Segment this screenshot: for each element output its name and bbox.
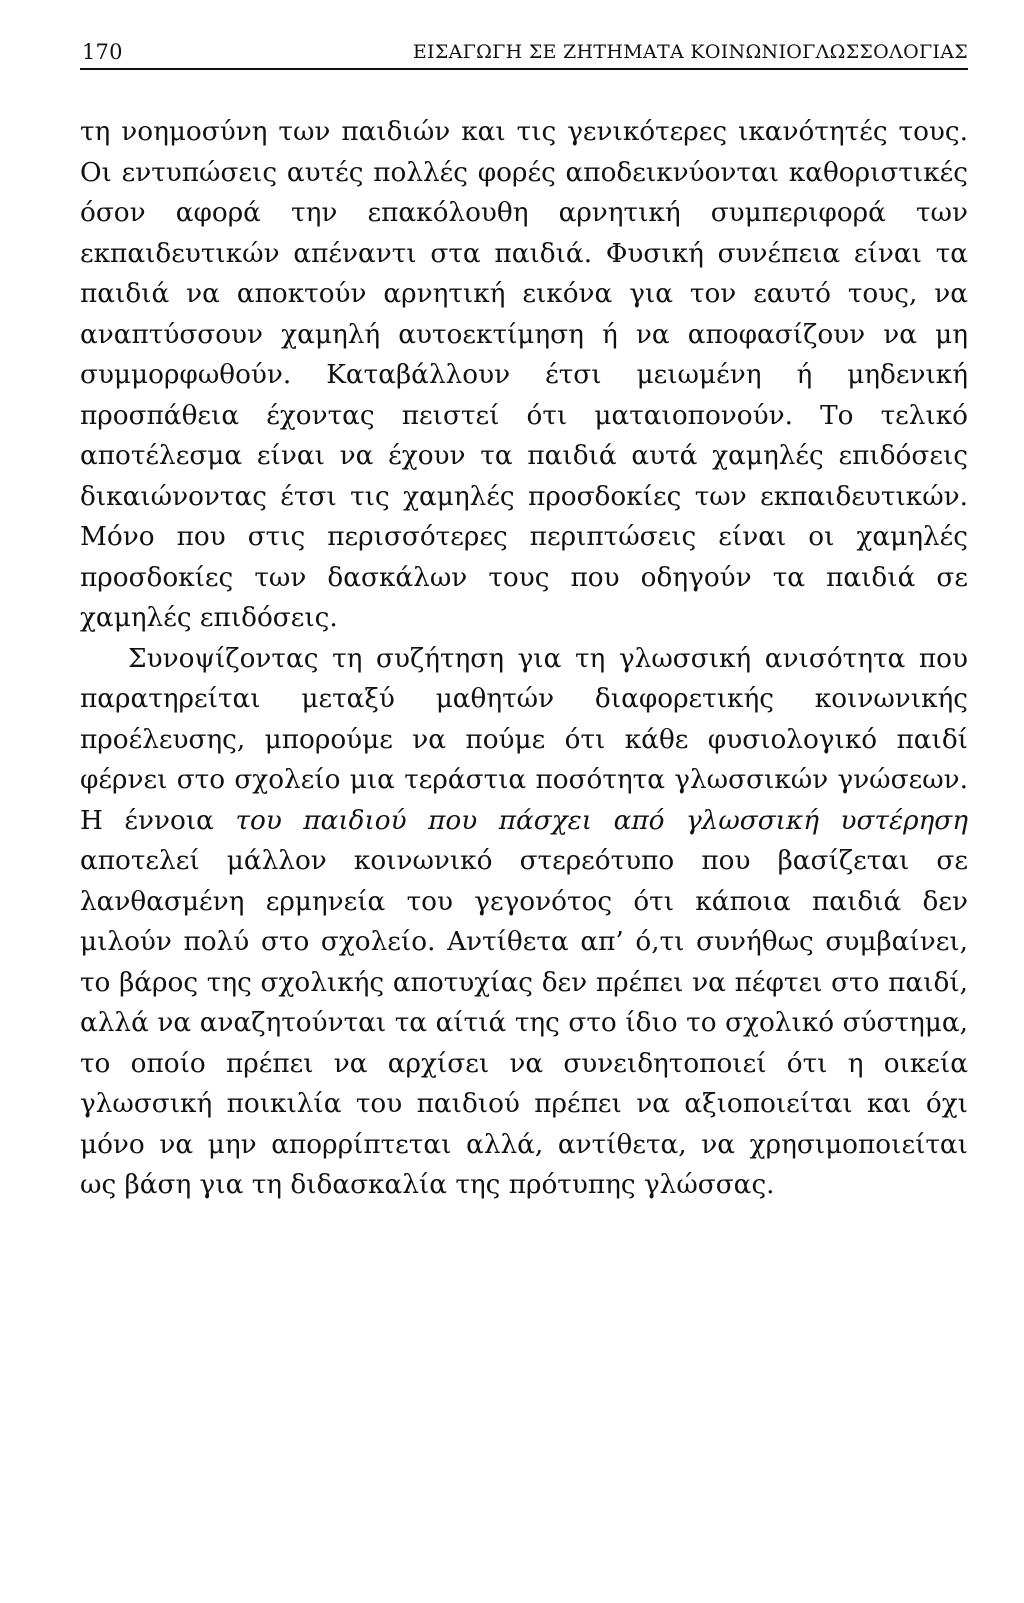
running-title: ΕΙΣΑΓΩΓΗ ΣΕ ΖΗΤΗΜΑΤΑ ΚΟΙΝΩΝΙΟΓΛΩΣΣΟΛΟΓΙΑΣ [412,41,968,63]
paragraph-2-text-end: αποτελεί μάλλον κοινωνικό στερεότυπο που βασίζεται σε λανθασμένη ερμηνεία του γεγονότος ότι κάποια παιδιά δεν μιλούν πολύ στο σχολείο. Αντίθετα απ’ ό,τι συνήθως συμβαίνει, το βάρος της σχολικής αποτυχίας δεν πρέπει να πέφτει στο παιδί, αλλά να αναζητούνται τα αίτιά της στο ίδιο το σχολικό σύστημα, το οποίο πρέπει να αρχίσει να συνειδητοποιεί ότι η οικεία γλωσσική ποικιλία του παιδιού πρέπει να αξιοποιείται και όχι μόνο να μην απορρίπτεται αλλά, αντίθετα, να χρησιμοποιείται ως βάση για τη διδασκαλία της πρότυπης γλώσσας. [80,846,968,1200]
italic-emphasis: του παιδιού που πάσχει από γλωσσική υστέρηση [235,805,968,836]
book-page [80,40,968,1206]
paragraph-1: τη νοημοσύνη των παιδιών και τις γενικότερες ικανότητές τους. Οι εντυπώσεις αυτές πολλές φορές αποδεικνύονται καθοριστικές όσον αφορά την επακόλουθη αρνητική συμπεριφορά των εκπαιδευτικών απέναντι στα παιδιά. Φυσική συνέπεια είναι τα παιδιά να αποκτούν αρνητική εικόνα για τον εαυτό τους, να αναπτύσσουν χαμηλή αυτοεκτίμηση ή να αποφασίζουν να μη συμμορφωθούν. Καταβάλλουν έτσι μειωμένη ή μηδενική προσπάθεια έχοντας πειστεί ότι ματαιοπονούν. Το τελικό αποτέλεσμα είναι να έχουν τα παιδιά αυτά χαμηλές επιδόσεις δικαιώνοντας έτσι τις χαμηλές προσδοκίες των εκπαιδευτικών. Μόνο που στις περισσότερες περιπτώσεις είναι οι χαμηλές προσδοκίες των δασκάλων τους που οδηγούν τα παιδιά σε χαμηλές επιδόσεις. [80,117,968,633]
body-text [80,112,968,1206]
paragraph-2 [80,639,968,1206]
paragraph-2-text-start: Συνοψίζοντας τη συζήτηση για τη γλωσσική ανισότητα που παρατηρείται μεταξύ μαθητών διαφορετικής κοινωνικής προέλευσης, μπορούμε να πούμε ότι κάθε φυσιολογικό παιδί φέρνει στο σχολείο μια τεράστια ποσότητα γλωσσικών γνώσεων. Η έννοια [80,643,968,836]
page-number: 170 [82,40,123,64]
running-header [80,40,968,70]
